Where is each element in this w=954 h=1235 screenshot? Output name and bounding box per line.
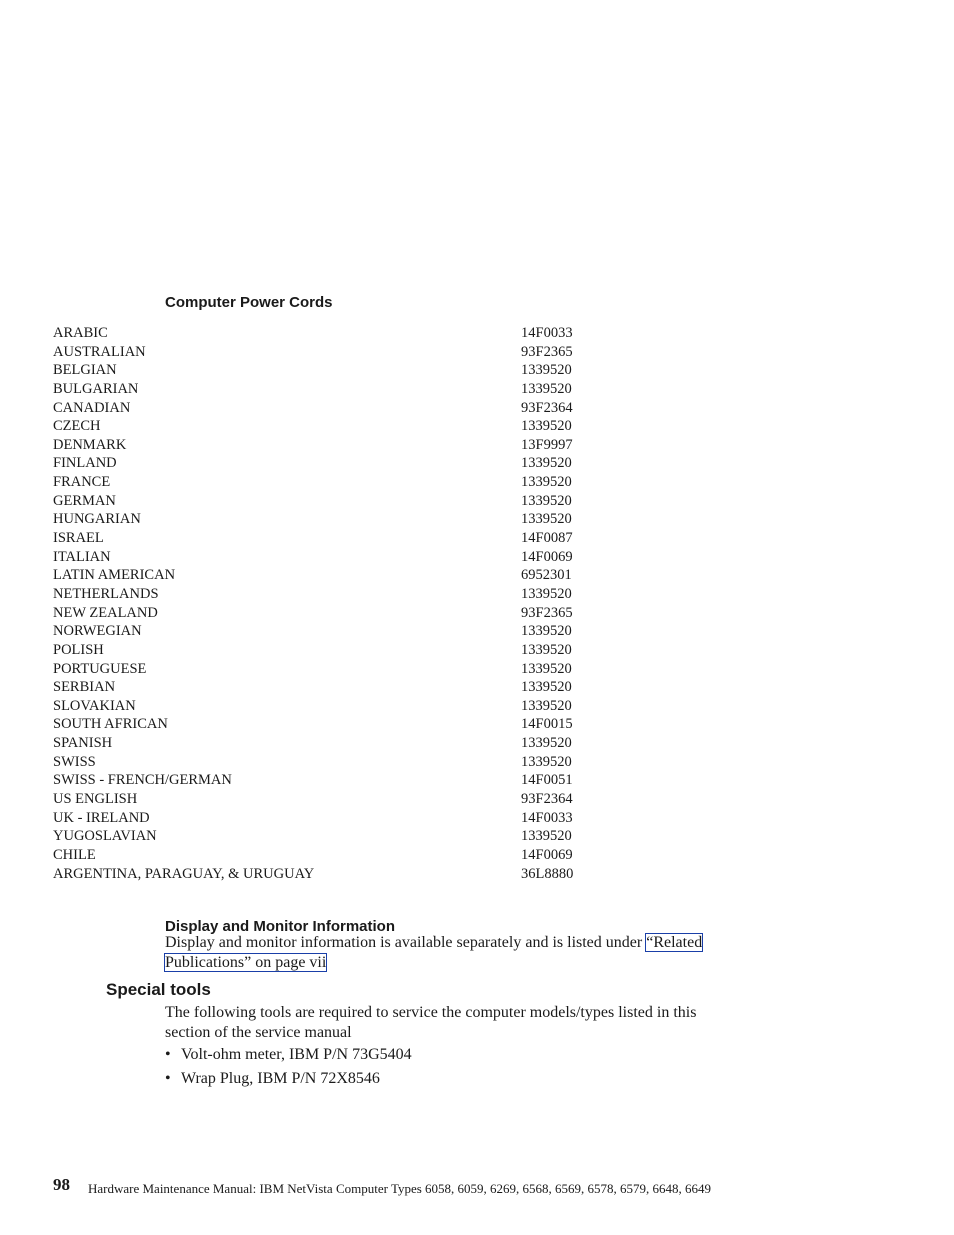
cord-country: UK - IRELAND	[53, 809, 150, 826]
cord-row	[53, 734, 613, 753]
special-tools-heading: Special tools	[106, 980, 211, 999]
cord-row	[53, 604, 613, 623]
cord-row	[53, 790, 613, 809]
cord-country: SOUTH AFRICAN	[53, 716, 168, 733]
cord-part-number: 14F0069	[521, 846, 573, 863]
cord-part-number: 1339520	[521, 735, 572, 752]
cord-row	[53, 809, 613, 828]
special-tools-paragraph: The following tools are required to service the computer models/types listed in this section of the service manual	[165, 1004, 697, 1041]
cord-row	[53, 548, 613, 567]
cord-part-number: 1339520	[521, 623, 572, 640]
tools-list	[165, 1045, 412, 1093]
cord-part-number: 36L8880	[521, 865, 574, 882]
cord-country: BULGARIAN	[53, 380, 139, 397]
cord-country: SPANISH	[53, 735, 113, 752]
cord-row	[53, 622, 613, 641]
cord-row	[53, 399, 613, 418]
power-cord-table	[53, 324, 613, 883]
cord-country: NETHERLANDS	[53, 585, 159, 602]
cord-country: NEW ZEALAND	[53, 604, 158, 621]
cord-part-number: 1339520	[521, 492, 572, 509]
cord-row	[53, 753, 613, 772]
cord-row	[53, 697, 613, 716]
cord-country: BELGIAN	[53, 362, 117, 379]
cord-part-number: 1339520	[521, 418, 572, 435]
cord-row	[53, 771, 613, 790]
cord-row	[53, 380, 613, 399]
cord-part-number: 14F0051	[521, 772, 573, 789]
cord-country: ARGENTINA, PARAGUAY, & URUGUAY	[53, 865, 315, 882]
cord-country: YUGOSLAVIAN	[53, 828, 157, 845]
cord-part-number: 1339520	[521, 585, 572, 602]
cord-country: CHILE	[53, 846, 96, 863]
cord-country: FRANCE	[53, 474, 111, 491]
display-monitor-paragraph	[165, 933, 725, 972]
tool-list-item	[165, 1045, 412, 1069]
cord-country: SLOVAKIAN	[53, 697, 136, 714]
cord-country: POLISH	[53, 641, 104, 658]
cord-row	[53, 865, 613, 884]
cord-row	[53, 324, 613, 343]
cord-part-number: 1339520	[521, 455, 572, 472]
cord-part-number: 6952301	[521, 567, 572, 584]
bullet: •	[165, 1046, 171, 1063]
cord-part-number: 93F2365	[521, 343, 573, 360]
cord-row	[53, 660, 613, 679]
cord-row	[53, 678, 613, 697]
cord-row	[53, 417, 613, 436]
cord-row	[53, 585, 613, 604]
cord-country: SWISS	[53, 753, 96, 770]
cord-row	[53, 454, 613, 473]
cord-part-number: 93F2365	[521, 604, 573, 621]
cord-row	[53, 343, 613, 362]
bullet: •	[165, 1070, 171, 1087]
cord-part-number: 1339520	[521, 660, 572, 677]
cord-country: FINLAND	[53, 455, 117, 472]
cord-row	[53, 361, 613, 380]
power-cords-heading: Computer Power Cords	[165, 294, 333, 311]
cord-part-number: 1339520	[521, 753, 572, 770]
cord-row	[53, 827, 613, 846]
cord-country: GERMAN	[53, 492, 116, 509]
cord-row	[53, 566, 613, 585]
cord-part-number: 14F0015	[521, 716, 573, 733]
cord-part-number: 1339520	[521, 641, 572, 658]
cord-part-number: 13F9997	[521, 436, 573, 453]
cord-country: LATIN AMERICAN	[53, 567, 176, 584]
cord-part-number: 1339520	[521, 679, 572, 696]
cord-country: ISRAEL	[53, 530, 104, 547]
cord-row	[53, 715, 613, 734]
cord-part-number: 14F0087	[521, 530, 573, 547]
cord-country: SERBIAN	[53, 679, 116, 696]
cord-country: SWISS - FRENCH/GERMAN	[53, 772, 232, 789]
cord-part-number: 14F0069	[521, 548, 573, 565]
page-number: 98	[53, 1175, 70, 1194]
cord-part-number: 1339520	[521, 362, 572, 379]
cord-part-number: 14F0033	[521, 809, 573, 826]
cord-country: NORWEGIAN	[53, 623, 142, 640]
cord-row	[53, 492, 613, 511]
cord-country: ITALIAN	[53, 548, 111, 565]
cord-part-number: 1339520	[521, 511, 572, 528]
related-publications-link[interactable]: “Related Publications” on page vii	[165, 934, 703, 971]
cord-row	[53, 510, 613, 529]
tool-item-text: Volt-ohm meter, IBM P/N 73G5404	[181, 1046, 412, 1063]
cord-country: AUSTRALIAN	[53, 343, 146, 360]
cord-row	[53, 529, 613, 548]
cord-country: DENMARK	[53, 436, 127, 453]
cord-part-number: 1339520	[521, 697, 572, 714]
footer-running-title: Hardware Maintenance Manual: IBM NetVista Computer Types 6058, 6059, 6269, 6568, 6569, 6578, 6579, 6648, 6649	[88, 1181, 712, 1196]
cord-country: PORTUGUESE	[53, 660, 147, 677]
cord-part-number: 1339520	[521, 380, 572, 397]
cord-part-number: 93F2364	[521, 791, 573, 808]
display-monitor-text: Display and monitor information is available separately and is listed under	[165, 934, 647, 951]
cord-country: CANADIAN	[53, 399, 131, 416]
cord-country: HUNGARIAN	[53, 511, 141, 528]
cord-part-number: 14F0033	[521, 325, 573, 341]
cord-part-number: 1339520	[521, 474, 572, 491]
cord-part-number: 1339520	[521, 828, 572, 845]
cord-row	[53, 473, 613, 492]
cord-country: ARABIC	[53, 325, 108, 341]
display-monitor-heading: Display and Monitor Information	[165, 918, 396, 935]
cord-part-number: 93F2364	[521, 399, 573, 416]
tool-item-text: Wrap Plug, IBM P/N 72X8546	[181, 1070, 380, 1087]
cord-row	[53, 846, 613, 865]
cord-country: CZECH	[53, 418, 101, 435]
cord-row	[53, 436, 613, 455]
tool-list-item	[165, 1069, 412, 1093]
cord-row	[53, 641, 613, 660]
cord-country: US ENGLISH	[53, 791, 138, 808]
